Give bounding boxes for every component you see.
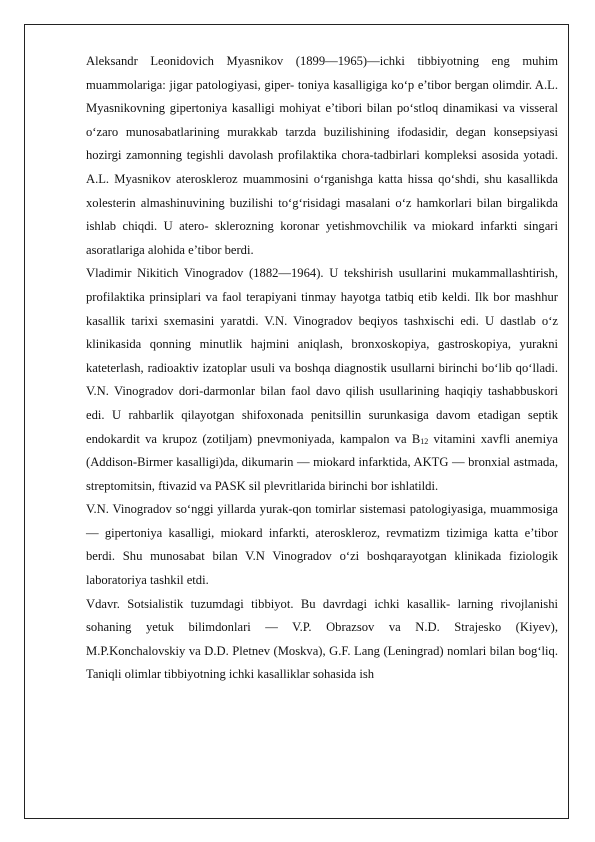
paragraph-vinogradov-cardiology: V.N. Vinogradov so‘nggi yillarda yurak-qon tomirlar sistemasi patologiyasiga, muammosiga — gipertoniya kasalligi, miokard infarkti, ateroskleroz, revmatizm tizimiga katta e’tibor berdi. Shu munosabat bilan V.N Vinogradov o‘zi boshqarayotgan klinikada fiziologik laboratoriya tashkil etdi. <box>86 502 558 588</box>
document-body <box>86 50 558 687</box>
paragraph-soviet-medicine: Vdavr. Sotsialistik tuzumdagi tibbiyot. Bu davrdagi ichki kasallik- larning rivojlanishi sohaning yetuk bilimdonlari — V.P. Obrazsov va N.D. Strajesko (Kiyev), M.P.Konchalovskiy va D.D. Pletnev (Moskva), G.F. Lang (Leningrad) nomlari bilan bog‘liq. Taniqli olimlar tibbiyotning ichki kasalliklar sohasida ish <box>86 596 558 682</box>
vinogradov-text-part1: Vladimir Nikitich Vinogradov (1882—1964). U tekshirish usullarini mukammallashtirish, profilaktika prinsiplari va faol terapiyani tinmay hayotga tatbiq etib keldi. Ilk bor mashhur kasallik tarixi sxemasini yaratdi. V.N. Vinogradov beqiyos tashxischi edi. U dastlab o‘z klinikasida qonning minutlik hajmini aniqlash, bronxoskopiya, gastroskopiya, yurakni kateterlash, radioaktiv izatoplar usuli va boshqa diagnostik usullarni birinchi bo‘lib qo‘lladi. V.N. Vinogradov dori-darmonlar bilan faol davo qilish usullarining haqiqiy tashabbuskori edi. U rahbarlik qilayotgan shifoxonada penitsillin surunkasiga davom etadigan septik endokardit va krupoz (zotiljam) pnevmoniyada, kampalon va B <box>86 266 558 446</box>
vitamin-subscript: 12 <box>420 436 429 446</box>
paragraph-vinogradov <box>86 262 558 498</box>
paragraph-myasnikov: Aleksandr Leonidovich Myasnikov (1899—1965)—ichki tibbiyotning eng muhim muammolariga: jigar patologiyasi, giper- toniya kasalligiga ko‘p e’tibor bergan olimdir. A.L. Myasnikovning gipertoniya kasalligi mohiyat e’tibori bilan po‘stloq dinamikasi va visseral o‘zaro munosabatlarining murakkab tarzda buzilishining ifodasidir, degan konsepsiyasi hozirgi zamonning tegishli davolash profilaktika chora-tadbirlari kompleksi asosida yotadi. A.L. Myasnikov ateroskleroz muammosini o‘rganishga katta hissa qo‘shdi, shu kasallikda xolesterin almashinuvining buzilishi to‘g‘risidagi masalani o‘z hamkorlari bilan birgalikda ishlab chiqdi. U atero- sklerozning koronar yetishmovchilik va miokard infarkti singari asoratlariga alohida e’tibor berdi. <box>86 54 558 257</box>
vinogradov-text-part2: vitamini xavfli anemiya (Addison-Birmer kasalligi)da, dikumarin — miokard infarktida, AKTG — bronxial astmada, streptomitsin, ftivazid va PASK sil plevritlarida birinchi bor ishlatildi. <box>86 431 558 493</box>
